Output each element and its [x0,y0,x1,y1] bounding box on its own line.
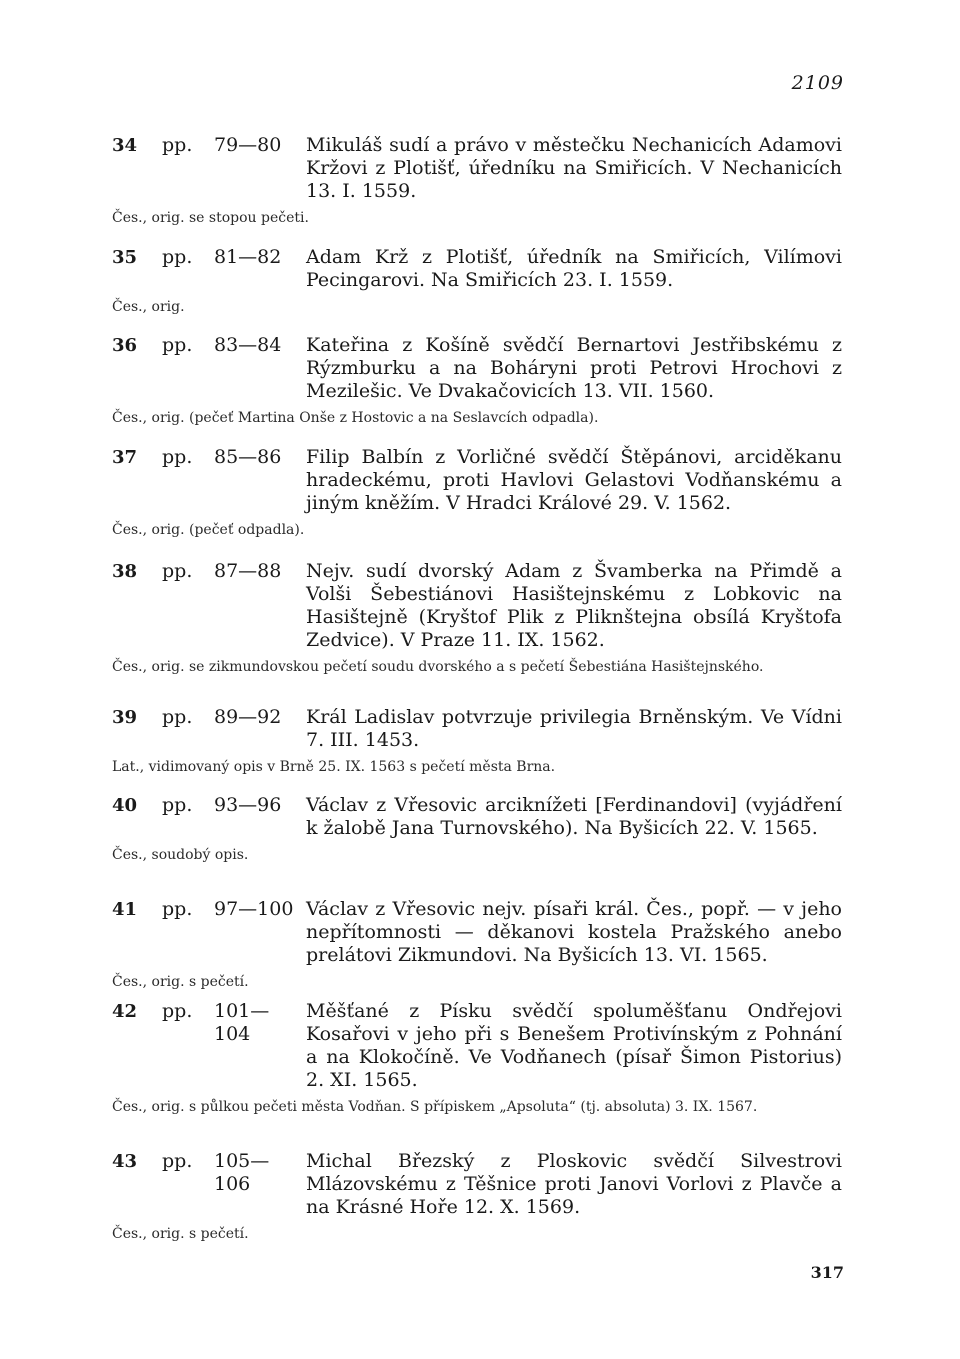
entry-number: 36 [112,335,138,356]
entry-41 [112,898,842,991]
entry-number: 39 [112,707,138,728]
entry-note: Čes., orig. s pečetí. [112,974,249,990]
entry-text: Měšťané z Písku svědčí spoluměšťanu Ondřejovi Kosařovi v jeho při s Benešem Protivínským z Pohnání a na Klokočíně. Ve Vodňanech (písař Šimon Pistorius) 2. XI. 1565. [306,1000,842,1091]
entry-38 [112,560,842,676]
entry-number: 42 [112,1001,138,1022]
entry-number: 34 [112,135,138,156]
entry-36 [112,334,842,427]
entry-note: Čes., orig. (pečeť Martina Onše z Hostovic a na Seslavcích odpadla). [112,410,599,426]
entry-text: Václav z Vřesovic nejv. písaři král. Čes., popř. — v jeho nepřítomnosti — děkanovi kostela Pražského anebo prelátovi Zikmundovi. Na Byšicích 13. VI. 1565. [306,898,842,966]
entry-page-range: 79—80 [214,134,282,156]
entry-pp: pp. [162,794,193,816]
entry-page-range: 85—86 [214,446,282,468]
entry-note: Lat., vidimovaný opis v Brně 25. IX. 1563 s pečetí města Brna. [112,759,556,775]
entry-39 [112,706,842,776]
entry-number: 37 [112,447,138,468]
page-number-top: 2109 [791,72,844,94]
entry-pp: pp. [162,560,193,582]
entry-pp: pp. [162,706,193,728]
entry-page-range: 93—96 [214,794,282,816]
entry-number: 38 [112,561,138,582]
entry-text: Mikuláš sudí a právo v městečku Nechanicích Adamovi Kržovi z Plotišť, úředníku na Smiřicích. V Nechanicích 13. I. 1559. [306,134,842,202]
entry-note: Čes., soudobý opis. [112,847,249,863]
entry-page-range: 89—92 [214,706,282,728]
entry-page-range: 105—106 [214,1150,270,1195]
entry-text: Král Ladislav potvrzuje privilegia Brněnským. Ve Vídni 7. III. 1453. [306,706,842,751]
entry-note: Čes., orig. s pečetí. [112,1226,249,1242]
entry-text: Nejv. sudí dvorský Adam z Švamberka na Přimdě a Volši Šebestiánovi Hasištejnskému z Lobkovic na Hasištejně (Kryštof Plik z Pliknštejna obsílá Kryštofa Zedvice). V Praze 11. IX. 1562. [306,560,842,651]
entry-number: 41 [112,899,138,920]
entry-34 [112,134,842,227]
entry-text: Filip Balbín z Vorličné svědčí Štěpánovi, arciděkanu hradeckému, proti Havlovi Gelastovi Vodňanskému a jiným kněžím. V Hradci Králové 29. V. 1562. [306,446,842,514]
entry-note: Čes., orig. [112,299,185,315]
entry-pp: pp. [162,898,193,920]
entry-number: 43 [112,1151,138,1172]
entry-note: Čes., orig. se stopou pečeti. [112,210,309,226]
entry-37 [112,446,842,539]
entry-page-range: 87—88 [214,560,282,582]
entry-page-range: 81—82 [214,246,282,268]
entry-number: 40 [112,795,138,816]
entry-page-range: 101—104 [214,1000,270,1045]
entry-pp: pp. [162,1150,193,1172]
entry-40 [112,794,842,864]
entry-pp: pp. [162,246,193,268]
page-number-bottom: 317 [810,1263,844,1282]
entry-note: Čes., orig. s půlkou pečeti města Vodňan. S přípiskem „Apsoluta“ (tj. absoluta) 3. IX. 1567. [112,1099,758,1115]
entry-42 [112,1000,842,1116]
entry-text: Kateřina z Košíně svědčí Bernartovi Jestřibskému z Rýzmburku a na Boháryni proti Petrovi Hrochovi z Mezilešic. Ve Dvakačovicích 13. VII. 1560. [306,334,842,402]
entry-note: Čes., orig. (pečeť odpadla). [112,522,305,538]
entry-page-range: 83—84 [214,334,282,356]
entry-43 [112,1150,842,1243]
entry-page-range: 97—100 [214,898,294,920]
entry-pp: pp. [162,446,193,468]
entry-pp: pp. [162,134,193,156]
entry-35 [112,246,842,316]
entry-text: Michal Březský z Ploskovic svědčí Silvestrovi Mlázovskému z Těšnice proti Janovi Vorlovi z Plavče a na Krásné Hoře 12. X. 1569. [306,1150,842,1218]
entry-pp: pp. [162,1000,193,1022]
entry-number: 35 [112,247,138,268]
entry-note: Čes., orig. se zikmundovskou pečetí soudu dvorského a s pečetí Šebestiána Hasištejnského. [112,659,764,675]
entry-pp: pp. [162,334,193,356]
entry-text: Václav z Vřesovic arciknížeti [Ferdinandovi] (vyjádření k žalobě Jana Turnovského). Na Byšicích 22. V. 1565. [306,794,842,839]
entry-text: Adam Krž z Plotišť, úředník na Smiřicích, Vilímovi Pecingarovi. Na Smiřicích 23. I. 1559. [306,246,842,291]
